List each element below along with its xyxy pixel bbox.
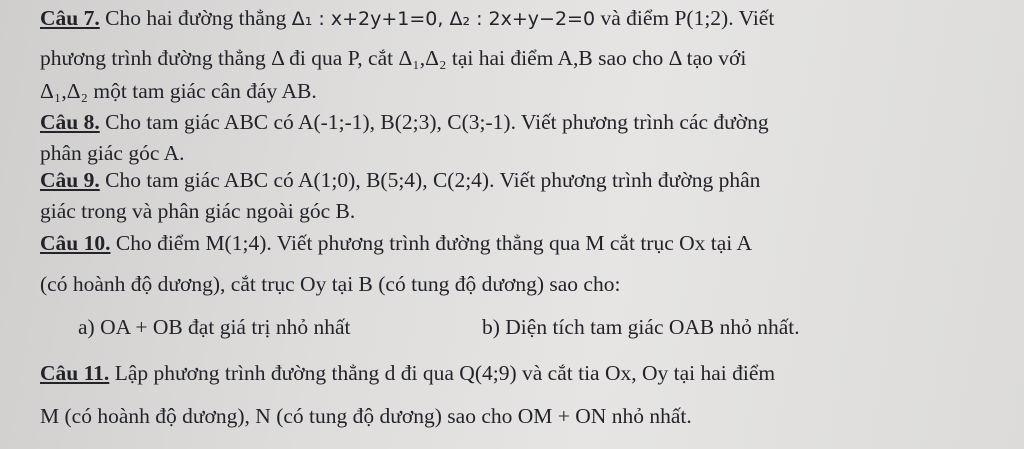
- question-7-text-end: và điểm P(1;2). Viết: [595, 6, 775, 30]
- question-8-label: Câu 8.: [40, 110, 100, 134]
- question-11-text: Lập phương trình đường thẳng d đi qua Q(4;9) và cắt tia Ox, Oy tại hai điểm: [109, 361, 776, 385]
- question-7-equations: Δ₁ : x+2y+1=0, Δ₂ : 2x+y−2=0: [291, 8, 596, 30]
- question-7-line-2: phương trình đường thẳng Δ đi qua P, cắt Δ₁,Δ₂ tại hai điểm A,B sao cho Δ tạo với: [40, 46, 747, 70]
- question-10-part-a: a) OA + OB đạt giá trị nhỏ nhất: [78, 315, 351, 339]
- question-7-line-1: [40, 4, 774, 33]
- question-8-line-2: phân giác góc A.: [40, 141, 185, 165]
- question-7-text-start: Cho hai đường thẳng: [99, 6, 292, 30]
- question-8-text: Cho tam giác ABC có A(-1;-1), B(2;3), C(3;-1). Viết phương trình các đường: [99, 110, 769, 134]
- question-9-text: Cho tam giác ABC có A(1;0), B(5;4), C(2;4). Viết phương trình đường phân: [99, 168, 761, 192]
- question-10-part-b: b) Diện tích tam giác OAB nhỏ nhất.: [482, 315, 800, 339]
- question-11-label: Câu 11.: [40, 361, 110, 385]
- question-10-line-1: [40, 229, 752, 257]
- question-7-label: Câu 7.: [40, 6, 100, 30]
- question-11-line-1: [40, 359, 775, 387]
- question-8-line-1: [40, 108, 769, 136]
- question-11-line-2: M (có hoành độ dương), N (có tung độ dương) sao cho OM + ON nhỏ nhất.: [40, 404, 692, 428]
- question-10-text: Cho điểm M(1;4). Viết phương trình đường thẳng qua M cắt trục Ox tại A: [110, 231, 752, 255]
- question-10-label: Câu 10.: [40, 231, 111, 255]
- question-7-line-3: Δ₁,Δ₂ một tam giác cân đáy AB.: [40, 79, 317, 103]
- question-9-line-1: [40, 166, 760, 194]
- question-9-label: Câu 9.: [40, 168, 100, 192]
- question-10-line-2: (có hoành độ dương), cắt trục Oy tại B (có tung độ dương) sao cho:: [40, 272, 621, 296]
- question-9-line-2: giác trong và phân giác ngoài góc B.: [40, 199, 356, 223]
